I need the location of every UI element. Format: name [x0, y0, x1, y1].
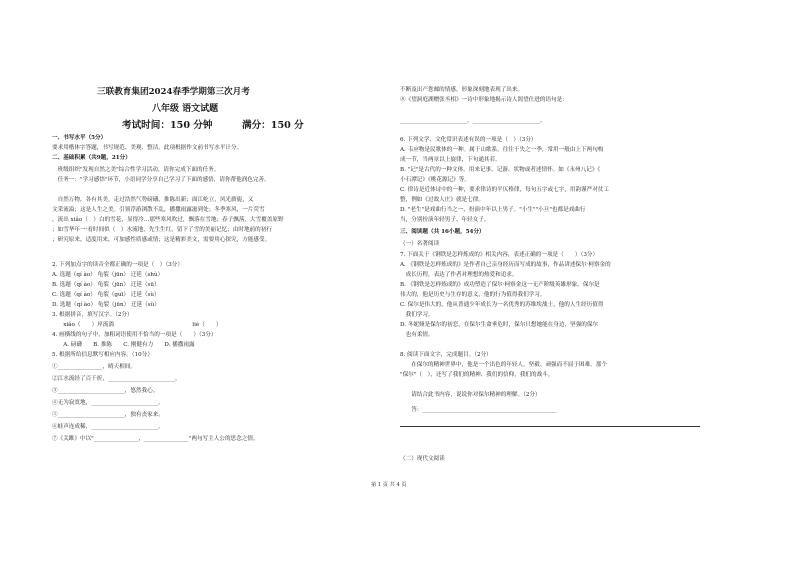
subsection-heading: （二）现代文阅读: [400, 456, 445, 462]
fill-line: ②江水流经了百千折，________________________。: [52, 376, 181, 382]
question: 4. 画横线的句子中，加粗词语使用不恰当的一项是（ ）（3分）: [52, 332, 217, 338]
passage-line: 在保尔的精神世界中，他是一个出色的年轻人，坚毅、顽强而不屈于困难。那个: [400, 362, 607, 368]
text-line: 不断及出产您邮的情感，形象深刻地表现了出来。: [400, 87, 524, 93]
passage-line: ；如雪华年一·看时间似（ ）水流地，先生生红，留下了雪的美丽记忆；由时地前的初行: [52, 227, 272, 233]
option: 成长历程，表达了作者对理想的热爱和追求。: [400, 272, 518, 278]
fill-line: ⑦《关雎》中以"________________，________________"两句写主人公的思念之情。: [52, 436, 259, 442]
option: A. 《钢铁是怎样炼成的》是作者自己亲身经历而写成的故事，作品讲述保尔·柯察金的: [400, 262, 611, 268]
text-line: ⑧《望洞庭湖赠张丞相》一诗中形象地揭示诗人渴望仕进的语句是：: [400, 97, 568, 103]
fill-line: ⑥蛙声连成稀，________________________。: [52, 424, 164, 430]
text-line: 任务一："学习感悟"环节，小语同学分享自己学习了下面的感悟，请你帮他润色完善。: [52, 177, 270, 183]
question: 6. 下列文学、文化常识表述有误的一项是（ ）（3分）: [400, 137, 537, 143]
fill-line: ⑤________________________，独有丧家来。: [52, 412, 164, 418]
option: A. 韦应物是民歌体的一种。属于山歌系，往往于失之一季，常用一般由上下两句构: [400, 147, 604, 153]
page-number: 第 1 页 共 4 页: [371, 482, 407, 488]
section-heading: 二、基础积累（共9题，21分）: [52, 155, 131, 161]
option: 也有柔情。: [400, 332, 434, 338]
option: A. 选题（qí ào） 龟裂（jūn） 迁延（shù）: [52, 272, 164, 278]
option: A. 磅礴 B. 推陈 C. 刚健有力 D. 播撒雨露: [52, 342, 195, 348]
question: 5. 根据所给信息默写相应内容。（10分）: [52, 352, 153, 358]
fill-line: ①________________，晴天相间。: [52, 364, 136, 370]
option: 当，分别扮演年轻男子、年轻女子。: [400, 217, 490, 223]
exam-title: 三联教育集团2024春季学期第三次月考: [97, 87, 250, 97]
option: C. 保尔是伟大的，他从普通少年成长为一名优秀的苏维埃战士，他的人生经历值得: [400, 302, 604, 308]
question: 3. 根据拼音，填写汉字。（2分）: [52, 312, 133, 318]
option: 成一节，当两章以上旋律，下句通其若。: [400, 157, 501, 163]
answer-rule: [400, 426, 700, 427]
option: 我们学习。: [400, 312, 434, 318]
option: B. 选题（qí ào） 龟裂（jūn） 迁延（sū）: [52, 282, 160, 288]
answer-line: 答：________________________________________________: [400, 407, 557, 413]
question: 8. 阅读下面文字，完成题目。（2分）: [400, 352, 492, 358]
text-line: 要求用楷体字答题，书写规范、美观、整洁。此项根据作文前书写水平计分。: [52, 145, 243, 151]
question: 2. 下列加点字的读音全都正确的一项是（ ）（3分）: [52, 262, 183, 268]
option: C. 选题（qí ào） 龟裂（guī） 迁延（sù）: [52, 292, 160, 298]
passage-line: ，流出 xiǎo（ ）白的雪花，显得冷…那些寒风吹过，飘落在雪地；春子飘落，大雪覆盖原野: [52, 217, 284, 223]
option: 伟大的，他是历史与生存的意义，他的行为值得我们学习。: [400, 292, 546, 298]
option: 小石潭记》《桃花源记》等。: [400, 177, 470, 183]
option: D. 冬妮娅是保尔的初恋，在保尔生命垂危时，保尔只想她能在身边，坚强的保尔: [400, 322, 599, 328]
option: 整，例如《过故人庄》就是七律。: [400, 197, 484, 203]
question-line: xiǎo（ ）岸流淌 liè（ ）: [52, 322, 222, 328]
section-heading: 三、阅读题（共 16小题，54分）: [400, 229, 485, 235]
question-line: 请结合此书内容，说说你对保尔精神的理解。（2分）: [400, 392, 541, 398]
fill-line: ________________________，________________________。: [400, 118, 546, 124]
fill-line: ③________________________，悠然我心。: [52, 388, 159, 394]
exam-time: 考试时间：150 分钟: [122, 120, 213, 131]
option: B. "记"是古代的一种文体，用来记事、记游、状物或者述情怀。如《永州八记》《: [400, 167, 601, 173]
text-line: 班级组织"发现自然之美"综合性学习活动，请你完成下面的任务。: [52, 167, 220, 173]
question: 7. 下面关于《钢铁是怎样炼成的》相关内容，表述正确的一项是（ ）（3分）: [400, 252, 599, 258]
option: C. 律诗是近体诗中的一种，要求律诗的平仄格律，每句五字或七字，用韵谨严对仗工: [400, 187, 610, 193]
exam-subtitle: 八年级 语文试题: [152, 104, 219, 114]
passage-line: 文采流溢；这是人生之美。引领浮游浏散不乱，播撒雨露滋到处；冬季寒风，一片荧雪: [52, 207, 265, 213]
full-score: 满分：150 分: [242, 120, 304, 131]
fill-line: ④无为寂寞地，________________________。: [52, 400, 164, 406]
option: D. 选题（qí ào） 龟裂（jūn） 迁延（sù）: [52, 302, 160, 308]
subsection-heading: （一）名著阅读: [400, 241, 440, 247]
option: B. 《钢铁是怎样炼成的》成功塑造了保尔·柯察金这一无产阶级英雄形象。保尔是: [400, 282, 600, 288]
passage-line: ；研究原来，适度用来，可加感性质感或情；这是精彩美文，需要用心探究，方能感受。: [52, 237, 271, 243]
passage-line: 自然万物，各有其美。走过浩然气势磅礴，推陈出新；面江屹立，风光旖旎，又: [52, 197, 254, 203]
passage-line: "保尔"（ ），还写了我们的精神、我们的信仰，我们的战斗。: [400, 372, 554, 378]
section-heading: 一、书写水平（5分）: [52, 135, 107, 141]
option: D. "老生"是戏曲行当之一，扮演中年以上男子。"小生""小旦"也都是戏曲行: [400, 207, 586, 213]
